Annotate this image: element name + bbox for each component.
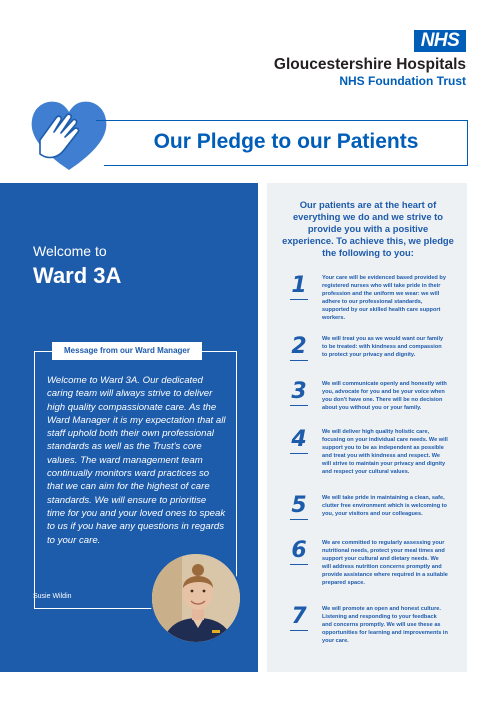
welcome-heading: Welcome to [33,243,107,259]
pledge-text: We are committed to regularly assessing your nutritional needs, protect your meal times and support your cultural and dietary needs. We will address nutrition concerns promptly and provide assistance where required in a suitable prepared space. [322,540,448,586]
nhs-logo: NHS [414,30,466,52]
pledge-number: 2 [291,334,307,359]
pledge-number-underline [290,299,308,300]
pledge-number-underline [290,564,308,565]
pledge-number-underline [290,519,308,520]
pledge-number: 7 [291,604,307,629]
manager-message-body: Welcome to Ward 3A. Our dedicated caring team will always strive to deliver high quality compassionate care. As the Ward Manager it is my expectation that all staff uphold both their own professional standards as well as the Trust's core values. The ward management team continually monitors ward practices so that we can aim for the highest of care standards. We will ensure to prioritise time for you and your loved ones to speak to us if you have any questions in regards to your care. [47,375,226,546]
ward-name: Ward 3A [33,263,122,288]
pledge-text: We will take pride in maintaining a clean, safe, clutter free environment which is welcoming to you, your visitors and our colleagues. [322,495,447,517]
pledge-text: We will communicate openly and honestly with you, advocate for you and be your voice when you don't have one. There will be no decision about you without you or your family. [322,381,447,411]
pledge-item [288,273,456,321]
ward-manager-photo [150,552,242,644]
pledge-item [288,605,456,645]
page-title: Our Pledge to our Patients [153,130,419,153]
pledge-item [288,380,456,420]
pledges-intro: Our patients are at the heart of everything we do and we strive to provide you with a positive experience. To achieve this, we pledge the following to you: [282,199,454,258]
pledge-number-underline [290,360,308,361]
org-name-line1: Gloucestershire Hospitals [273,56,466,73]
manager-message-label: Message from our Ward Manager [52,342,202,360]
pledge-number-underline [290,405,308,406]
pledge-item [288,494,456,534]
pledge-text: We will treat you as we would want our family to be treated: with kindness and compassion to protect your privacy and dignity. [322,336,444,358]
pledge-number: 4 [291,427,307,452]
heart-hand-icon [28,96,110,176]
pledge-number: 1 [291,273,307,298]
pledge-text: We will promote an open and honest culture. Listening and responding to your feedback and concerns promptly. We will use these as opportunities for learning and improvements in your care. [322,606,448,644]
org-name-line2: NHS Foundation Trust [339,74,466,88]
pledge-text: Your care will be evidenced based provided by registered nurses who will take pride in their profession and the uniform we wear: we will adhere to our professional standards, supported by our skilled health care support workers. [322,275,446,321]
organisation-name [274,56,466,89]
pledge-item [288,538,456,586]
pledge-number: 5 [291,493,307,518]
pledge-item [288,427,456,475]
pledge-number: 3 [291,379,307,404]
pledge-item [288,335,456,375]
pledge-number-underline [290,453,308,454]
pledge-number: 6 [291,538,307,563]
pledge-number-underline [290,630,308,631]
pledge-text: We will deliver high quality holistic care, focusing on your individual care needs. We will support you to be as independent as possible and treat you with kindness and respect. We will strive to maintain your privacy and dignity and respect your cultural values. [322,429,448,475]
manager-signature: Susie Wildin [33,593,72,600]
